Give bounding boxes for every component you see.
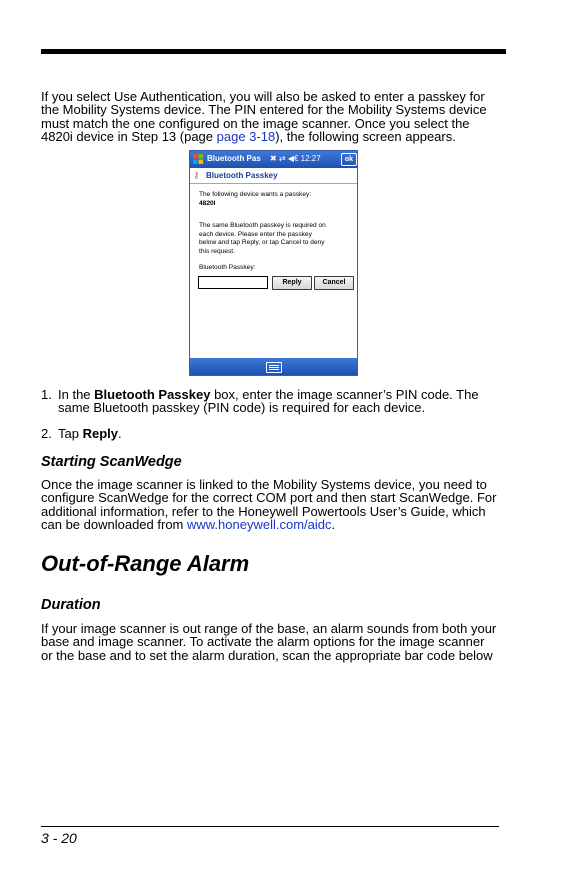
device-title: Bluetooth Pas [207, 154, 261, 163]
device-status-icons: ✖ ⇄ ◀€ 12:27 [270, 154, 321, 163]
device-screenshot [189, 150, 358, 376]
dialog-instructions: The same Bluetooth passkey is required on each device. Please enter the passkey below and tap Reply, or tap Cancel to deny this request. [199, 222, 326, 256]
section-heading: Starting ScanWedge [41, 454, 182, 470]
top-rule [41, 49, 506, 54]
windows-start-icon[interactable] [192, 153, 204, 165]
device-title-bar [190, 151, 358, 168]
intro-line: must match the one configured on the image scanner. Once you select the [41, 115, 470, 131]
intro-line: 4820i device in Step 13 (page page 3-18), the following screen appears. [41, 129, 456, 145]
chapter-heading: Out-of-Range Alarm [41, 551, 250, 576]
dialog-header [190, 168, 358, 184]
list-item: 2. Tap Reply. [41, 426, 122, 441]
alarm-paragraph: If your image scanner is out range of the base, an alarm sounds from both your base and image scanner. To activate the alarm options for the image scanner or the base and to set the alarm duration, scan the appropriate bar code below [41, 621, 497, 663]
passkey-input[interactable] [198, 276, 268, 289]
passkey-label: Bluetooth Passkey: [199, 264, 256, 271]
scanwedge-paragraph: Once the image scanner is linked to the Mobility Systems device, you need to configure ScanWedge for the correct COM port and then start ScanWedge. For additional information, refer to the Honeywell Powertools User’s Guide, which can be downloaded from www.honeywell.com/aidc. [41, 477, 497, 533]
ok-button[interactable]: ok [341, 153, 357, 166]
intro-line: If you select Use Authentication, you will also be asked to enter a passkey for [41, 89, 485, 104]
intro-paragraph [41, 90, 511, 144]
dialog-title: Bluetooth Passkey [206, 171, 278, 180]
device-name: 4820I [199, 200, 216, 207]
reply-button[interactable]: Reply [272, 276, 312, 290]
list-item: 1. In the Bluetooth Passkey box, enter the image scanner’s PIN code. The same Bluetooth passkey (PIN code) is required for each device. [41, 387, 479, 416]
cancel-button[interactable]: Cancel [314, 276, 354, 290]
keyboard-icon[interactable] [266, 362, 282, 373]
key-icon: ⚷ [193, 170, 200, 180]
page-number: 3 - 20 [41, 830, 77, 846]
footer-rule [41, 826, 499, 827]
intro-line: the Mobility Systems device. The PIN entered for the Mobility Systems device [41, 102, 487, 118]
dialog-prompt: The following device wants a passkey: [199, 191, 312, 198]
device-bottom-bar [190, 358, 358, 375]
page-link[interactable]: page 3-18 [216, 129, 276, 145]
section-heading: Duration [41, 597, 101, 613]
honeywell-link[interactable]: www.honeywell.com/aidc [186, 517, 332, 533]
